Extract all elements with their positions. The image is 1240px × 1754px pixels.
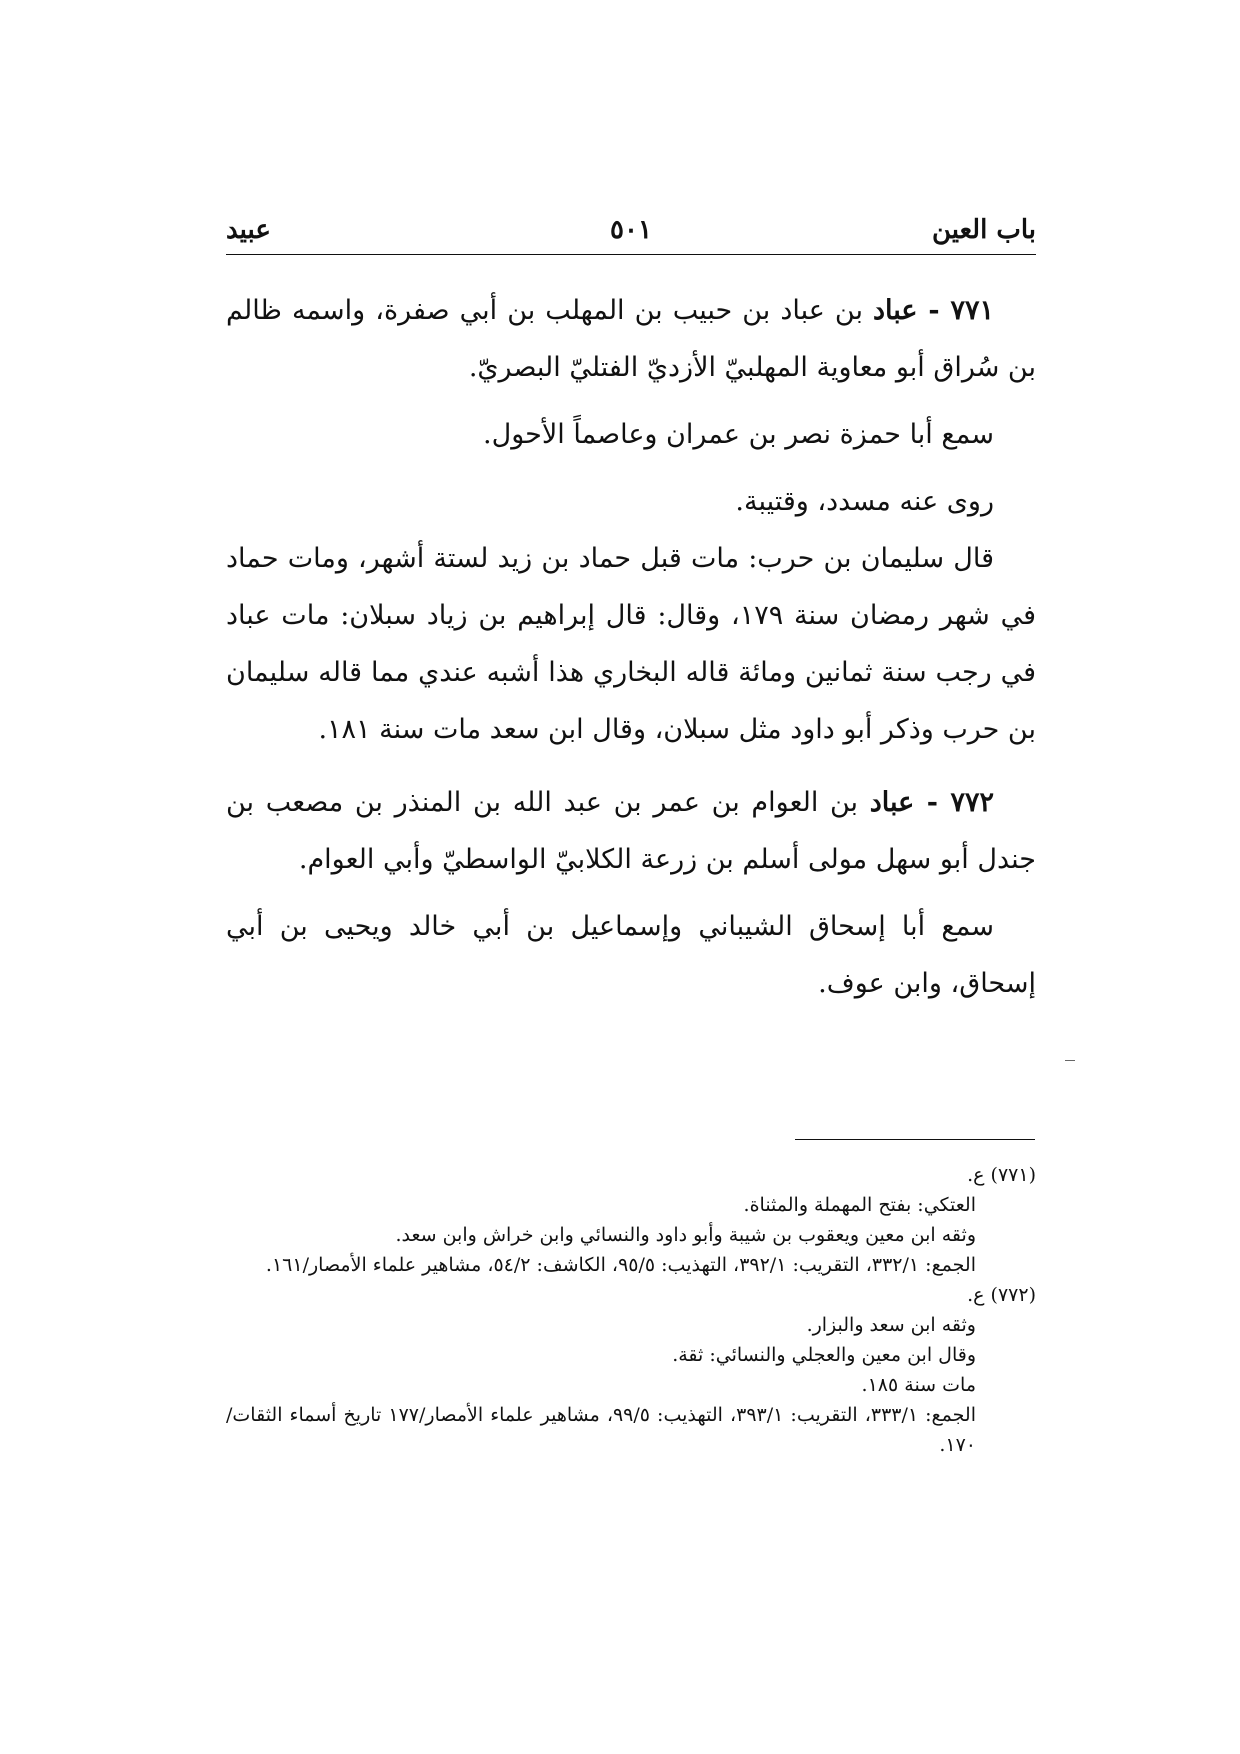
entry-name: عباد <box>873 295 918 326</box>
footnote-line: وقال ابن معين والعجلي والنسائي: ثقة. <box>672 1344 976 1366</box>
entry-paragraph: سمع أبا إسحاق الشيباني وإسماعيل بن أبي خالد ويحيى بن أبي إسحاق، وابن عوف. <box>226 911 1036 999</box>
main-text <box>226 282 1036 1028</box>
entry-paragraph: روى عنه مسدد، وقتيبة. <box>735 486 994 517</box>
entry-name: عباد <box>869 787 915 818</box>
entry-number: ٧٧٢ <box>950 787 994 818</box>
footnote-771 <box>226 1160 1036 1280</box>
section-title: باب العين <box>931 215 1036 245</box>
catchword: عبيد <box>226 215 271 245</box>
footnote-rule <box>795 1139 1035 1140</box>
footnote-line: وثقه ابن معين ويعقوب بن شيبة وأبو داود والنسائي وابن خراش وابن سعد. <box>395 1224 976 1246</box>
entry-number: ٧٧١ <box>950 295 994 326</box>
footnote-ref: (٧٧٢) ع. <box>967 1284 1036 1306</box>
margin-mark <box>1065 1060 1075 1061</box>
footnote-line: الجمع: ٣٣٢/١، التقريب: ٣٩٢/١، التهذيب: ٩٥/٥، الكاشف: ٥٤/٢، مشاهير علماء الأمصار/١٦١. <box>265 1254 976 1276</box>
entry-text: بن العوام بن عمر بن عبد الله بن المنذر بن مصعب بن جندل أبو سهل مولى أسلم بن زرعة الكلابيّ الواسطيّ وأبي العوام. <box>226 787 1036 875</box>
entry-paragraph: قال سليمان بن حرب: مات قبل حماد بن زيد لستة أشهر، ومات حماد في شهر رمضان سنة ١٧٩، وقال: قال إبراهيم بن زياد سبلان: مات عباد في رجب سنة ثمانين ومائة قاله البخاري هذا أشبه عندي مما قاله سليمان بن حرب وذكر أبو داود مثل سبلان، وقال ابن سعد مات سنة ١٨١. <box>226 543 1036 745</box>
footnotes <box>226 1160 1036 1460</box>
running-header <box>226 212 1036 252</box>
page-number: ٥٠١ <box>610 215 652 245</box>
entry-772 <box>226 774 1036 1012</box>
footnote-line: العتكي: بفتح المهملة والمثناة. <box>743 1194 976 1216</box>
entry-text: بن عباد بن حبيب بن المهلب بن أبي صفرة، واسمه ظالم بن سُراق أبو معاوية المهلبيّ الأزديّ الفتليّ البصريّ. <box>226 295 1036 383</box>
footnote-line: مات سنة ١٨٥. <box>861 1374 976 1396</box>
footnote-line: الجمع: ٣٣٣/١، التقريب: ٣٩٣/١، التهذيب: ٩٩/٥، مشاهير علماء الأمصار/١٧٧ تاريخ أسماء الثقات/١٧٠. <box>226 1404 976 1456</box>
entry-771 <box>226 282 1036 758</box>
header-rule <box>226 254 1036 255</box>
entry-paragraph: سمع أبا حمزة نصر بن عمران وعاصماً الأحول. <box>483 419 994 450</box>
footnote-772 <box>226 1280 1036 1460</box>
footnote-ref: (٧٧١) ع. <box>967 1164 1036 1186</box>
footnote-line: وثقه ابن سعد والبزار. <box>806 1314 976 1336</box>
entry-paragraph: ٧٧٢ - عباد بن العوام بن عمر بن عبد الله بن المنذر بن مصعب بن جندل أبو سهل مولى أسلم بن زرعة الكلابيّ الواسطيّ وأبي العوام. <box>226 787 1036 875</box>
entry-paragraph: ٧٧١ - عباد بن عباد بن حبيب بن المهلب بن أبي صفرة، واسمه ظالم بن سُراق أبو معاوية المهلبيّ الأزديّ الفتليّ البصريّ. <box>226 295 1036 383</box>
